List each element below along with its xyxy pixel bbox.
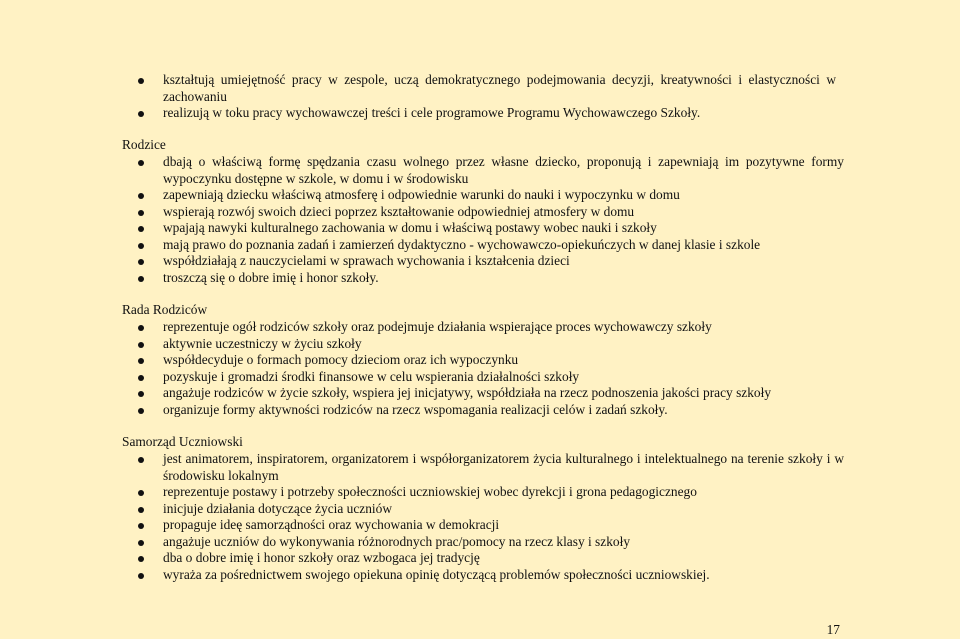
rada-list: [136, 319, 856, 418]
list-item: wyraża za pośrednictwem swojego opiekuna opinię dotyczącą problemów społeczności uczniowskiej.: [136, 567, 844, 584]
list-item: reprezentuje postawy i potrzeby społeczności uczniowskiej wobec dyrekcji i grona pedagogicznego: [136, 484, 844, 501]
page-number: 17: [826, 622, 840, 637]
section-heading-rada-rodzicow: Rada Rodziców: [122, 302, 208, 317]
list-item: dbają o właściwą formę spędzania czasu wolnego przez własne dziecko, proponują i zapewniają im pozytywne formy wypoczynku dostępne w szkole, w domu i w środowisku: [136, 154, 844, 187]
intro-list: [136, 72, 836, 122]
list-item: wpajają nawyki kulturalnego zachowania w domu i właściwą postawy wobec nauki i szkoły: [136, 220, 844, 237]
list-item: współdziałają z nauczycielami w sprawach wychowania i kształcenia dzieci: [136, 253, 844, 270]
section-heading-rodzice: Rodzice: [122, 137, 166, 152]
list-item: organizuje formy aktywności rodziców na rzecz wspomagania realizacji celów i zadań szkoły.: [136, 402, 856, 419]
rodzice-list: [136, 154, 844, 286]
list-item: aktywnie uczestniczy w życiu szkoły: [136, 336, 856, 353]
list-item: zapewniają dziecku właściwą atmosferę i odpowiednie warunki do nauki i wypoczynku w domu: [136, 187, 844, 204]
list-item: reprezentuje ogół rodziców szkoły oraz podejmuje działania wspierające proces wychowawczy szkoły: [136, 319, 856, 336]
list-item: mają prawo do poznania zadań i zamierzeń dydaktyczno - wychowawczo-opiekuńczych w danej klasie i szkole: [136, 237, 844, 254]
list-item: inicjuje działania dotyczące życia uczniów: [136, 501, 844, 518]
list-item: propaguje ideę samorządności oraz wychowania w demokracji: [136, 517, 844, 534]
list-item: jest animatorem, inspiratorem, organizatorem i współorganizatorem życia kulturalnego i intelektualnego na terenie szkoły i w środowisku lokalnym: [136, 451, 844, 484]
list-item: kształtują umiejętność pracy w zespole, uczą demokratycznego podejmowania decyzji, kreatywności i elastyczności w zachowaniu: [136, 72, 836, 105]
list-item: współdecyduje o formach pomocy dzieciom oraz ich wypoczynku: [136, 352, 856, 369]
list-item: pozyskuje i gromadzi środki finansowe w celu wspierania działalności szkoły: [136, 369, 856, 386]
list-item: angażuje uczniów do wykonywania różnorodnych prac/pomocy na rzecz klasy i szkoły: [136, 534, 844, 551]
list-item: wspierają rozwój swoich dzieci poprzez kształtowanie odpowiedniej atmosfery w domu: [136, 204, 844, 221]
section-heading-samorzad: Samorząd Uczniowski: [122, 434, 243, 449]
list-item: dba o dobre imię i honor szkoły oraz wzbogaca jej tradycję: [136, 550, 844, 567]
list-item: angażuje rodziców w życie szkoły, wspiera jej inicjatywy, współdziała na rzecz podnoszenia jakości pracy szkoły: [136, 385, 856, 402]
samorzad-list: [136, 451, 844, 583]
list-item: troszczą się o dobre imię i honor szkoły.: [136, 270, 844, 287]
list-item: realizują w toku pracy wychowawczej treści i cele programowe Programu Wychowawczego Szkoły.: [136, 105, 836, 122]
